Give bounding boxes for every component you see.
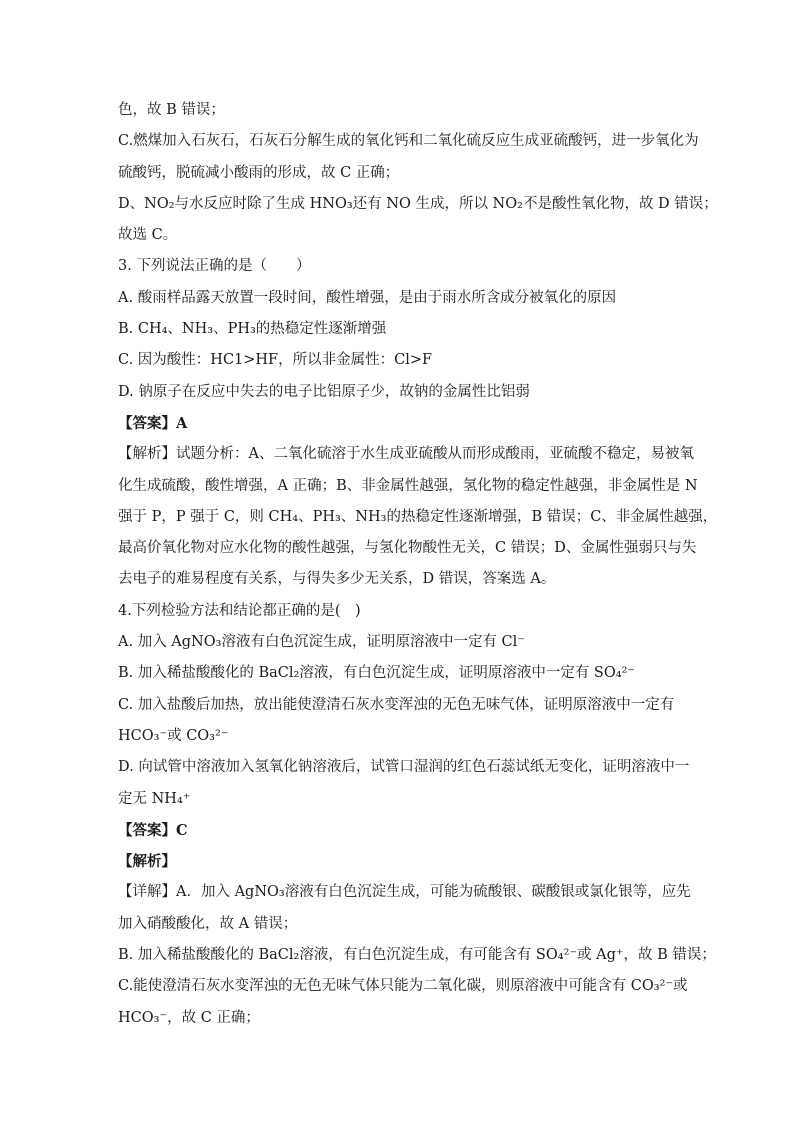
text-line: 去电子的难易程度有关系，与得失多少无关系，D 错误，答案选 A。	[118, 571, 556, 588]
question-3-stem: 3. 下列说法正确的是（ ）	[118, 258, 311, 275]
question-3-option-d: D. 钠原子在反应中失去的电子比铝原子少，故钠的金属性比铝弱	[118, 383, 530, 400]
question-4-detail: 【详解】A．加入 AgNO₃溶液有白色沉淀生成，可能为硫酸银、碳酸银或氯化银等，应先	[118, 884, 691, 901]
question-4-option-b: B. 加入稀盐酸酸化的 BaCl₂溶液，有白色沉淀生成，证明原溶液中一定有 SO₄²⁻	[118, 665, 636, 682]
question-3-answer: 【答案】A	[118, 414, 188, 432]
text-line: 化生成硫酸，酸性增强，A 正确；B、非金属性越强，氢化物的稳定性越强，非金属性是 N	[118, 477, 698, 494]
text-line: D、NO₂与水反应时除了生成 HNO₃还有 NO 生成，所以 NO₂不是酸性氧化物，故 D 错误；	[118, 195, 718, 212]
text-line: 故选 C。	[118, 227, 178, 244]
text-line: 硫酸钙，脱硫减小酸雨的形成，故 C 正确；	[118, 164, 400, 181]
question-4-stem: 4.下列检验方法和结论都正确的是( )	[118, 602, 361, 619]
text-line: 加入硝酸酸化，故 A 错误；	[118, 915, 298, 932]
text-line: HCO₃⁻或 CO₃²⁻	[118, 727, 229, 744]
question-4-option-a: A. 加入 AgNO₃溶液有白色沉淀生成，证明原溶液中一定有 Cl⁻	[118, 634, 525, 651]
text-line: C.燃煤加入石灰石，石灰石分解生成的氧化钙和二氧化硫反应生成亚硫酸钙，进一步氧化为	[118, 133, 699, 150]
text-line: 最高价氧化物对应水化物的酸性越强，与氢化物酸性无关，C 错误；D、金属性强弱只与失	[118, 540, 697, 557]
text-line: C.能使澄清石灰水变浑浊的无色无味气体只能为二氧化碳，则原溶液中可能含有 CO₃²⁻或	[118, 978, 688, 995]
text-line: HCO₃⁻，故 C 正确；	[118, 1009, 260, 1026]
question-4-option-d: D. 向试管中溶液加入氢氧化钠溶液后，试管口湿润的红色石蕊试纸无变化，证明溶液中一	[118, 759, 690, 776]
question-3-analysis: 【解析】试题分析：A、二氧化硫溶于水生成亚硫酸从而形成酸雨，亚硫酸不稳定，易被氧	[118, 446, 694, 463]
text-line: B. 加入稀盐酸酸化的 BaCl₂溶液，有白色沉淀生成，有可能含有 SO₄²⁻或 Ag⁺，故 B 错误；	[118, 947, 716, 964]
question-3-option-c: C. 因为酸性：HC1>HF，所以非金属性：Cl>F	[118, 352, 433, 369]
document-page	[118, 95, 718, 1034]
text-line: 定无 NH₄⁺	[118, 790, 191, 807]
text-line: 色，故 B 错误；	[118, 102, 225, 118]
question-4-analysis-heading: 【解析】	[118, 853, 176, 871]
question-3-option-b: B. CH₄、NH₃、PH₃的热稳定性逐渐增强	[118, 321, 387, 338]
question-4-answer: 【答案】C	[118, 821, 188, 839]
question-3-option-a: A. 酸雨样品露天放置一段时间，酸性增强，是由于雨水所含成分被氧化的原因	[118, 289, 617, 306]
question-4-option-c: C. 加入盐酸后加热，放出能使澄清石灰水变浑浊的无色无味气体，证明原溶液中一定有	[118, 696, 675, 713]
text-line: 强于 P，P 强于 C，则 CH₄、PH₃、NH₃的热稳定性逐渐增强，B 错误；C、非金属性越强，	[118, 508, 718, 525]
